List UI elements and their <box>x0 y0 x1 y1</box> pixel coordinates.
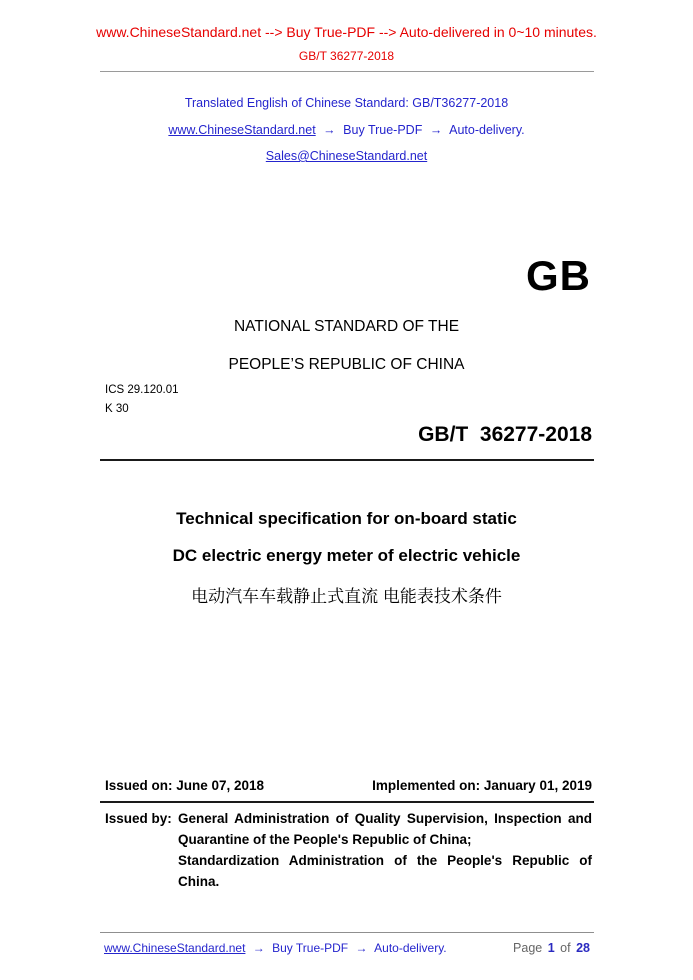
ics-code: ICS 29.120.01 <box>105 384 179 396</box>
classification-code: K 30 <box>105 403 129 415</box>
title-en-line1: Technical specification for on-board static <box>176 509 517 528</box>
issued-date: Issued on: June 07, 2018 <box>105 778 265 793</box>
of-label: of <box>560 941 571 955</box>
title-en-line2: DC electric energy meter of electric vehicle <box>172 546 521 565</box>
footer-delivery-text: Auto-delivery. <box>374 941 447 955</box>
email-line <box>0 149 693 163</box>
standard-code: GB/T 36277-2018 <box>418 423 592 446</box>
arrow-right-icon: → <box>323 123 336 137</box>
delivery-text: Auto-delivery. <box>449 123 525 137</box>
implemented-date: Implemented on: January 01, 2019 <box>372 778 592 793</box>
national-standard-line2: PEOPLE’S REPUBLIC OF CHINA <box>228 356 465 373</box>
issuing-org-2: Standardization Administration of the People's Republic of China. <box>178 853 592 889</box>
arrow-right-icon: → <box>252 941 265 955</box>
title-chinese: 电动汽车车载静止式直流 电能表技术条件 <box>191 587 502 606</box>
footer-buy-text: Buy True-PDF <box>272 941 349 955</box>
gb-logo: GB <box>526 252 591 299</box>
footer-link-line <box>104 941 447 955</box>
national-standard-line1: NATIONAL STANDARD OF THE <box>233 318 460 335</box>
site-link[interactable]: www.ChineseStandard.net <box>168 123 316 137</box>
issuing-org-1: General Administration of Quality Supervision, Inspection and Quarantine of the People's Republic of China; <box>178 811 592 847</box>
footer-site-link[interactable]: www.ChineseStandard.net <box>104 941 246 955</box>
issuing-orgs <box>178 808 592 892</box>
issued-by-label: Issued by: <box>105 811 172 826</box>
top-banner-text: www.ChineseStandard.net --> Buy True-PDF --> Auto-delivered in 0~10 minutes. <box>96 24 597 40</box>
buy-line <box>0 123 693 137</box>
arrow-right-icon: → <box>429 123 443 137</box>
divider-under-dates <box>100 801 594 803</box>
page-label: Page <box>513 941 543 955</box>
divider-footer <box>100 932 594 933</box>
email-link[interactable]: Sales@ChineseStandard.net <box>265 149 428 163</box>
total-pages: 28 <box>576 941 590 955</box>
dates-row <box>105 778 592 793</box>
buy-text: Buy True-PDF <box>343 123 423 137</box>
page-indicator <box>513 941 592 955</box>
arrow-right-icon: → <box>355 941 368 955</box>
footer <box>104 941 592 955</box>
issued-by-block <box>105 808 592 892</box>
top-doc-code: GB/T 36277-2018 <box>298 49 395 63</box>
page-number: 1 <box>547 941 555 955</box>
divider-under-code <box>100 459 594 461</box>
divider-top <box>100 71 594 72</box>
translated-line: Translated English of Chinese Standard: GB/T36277-2018 <box>184 96 509 110</box>
